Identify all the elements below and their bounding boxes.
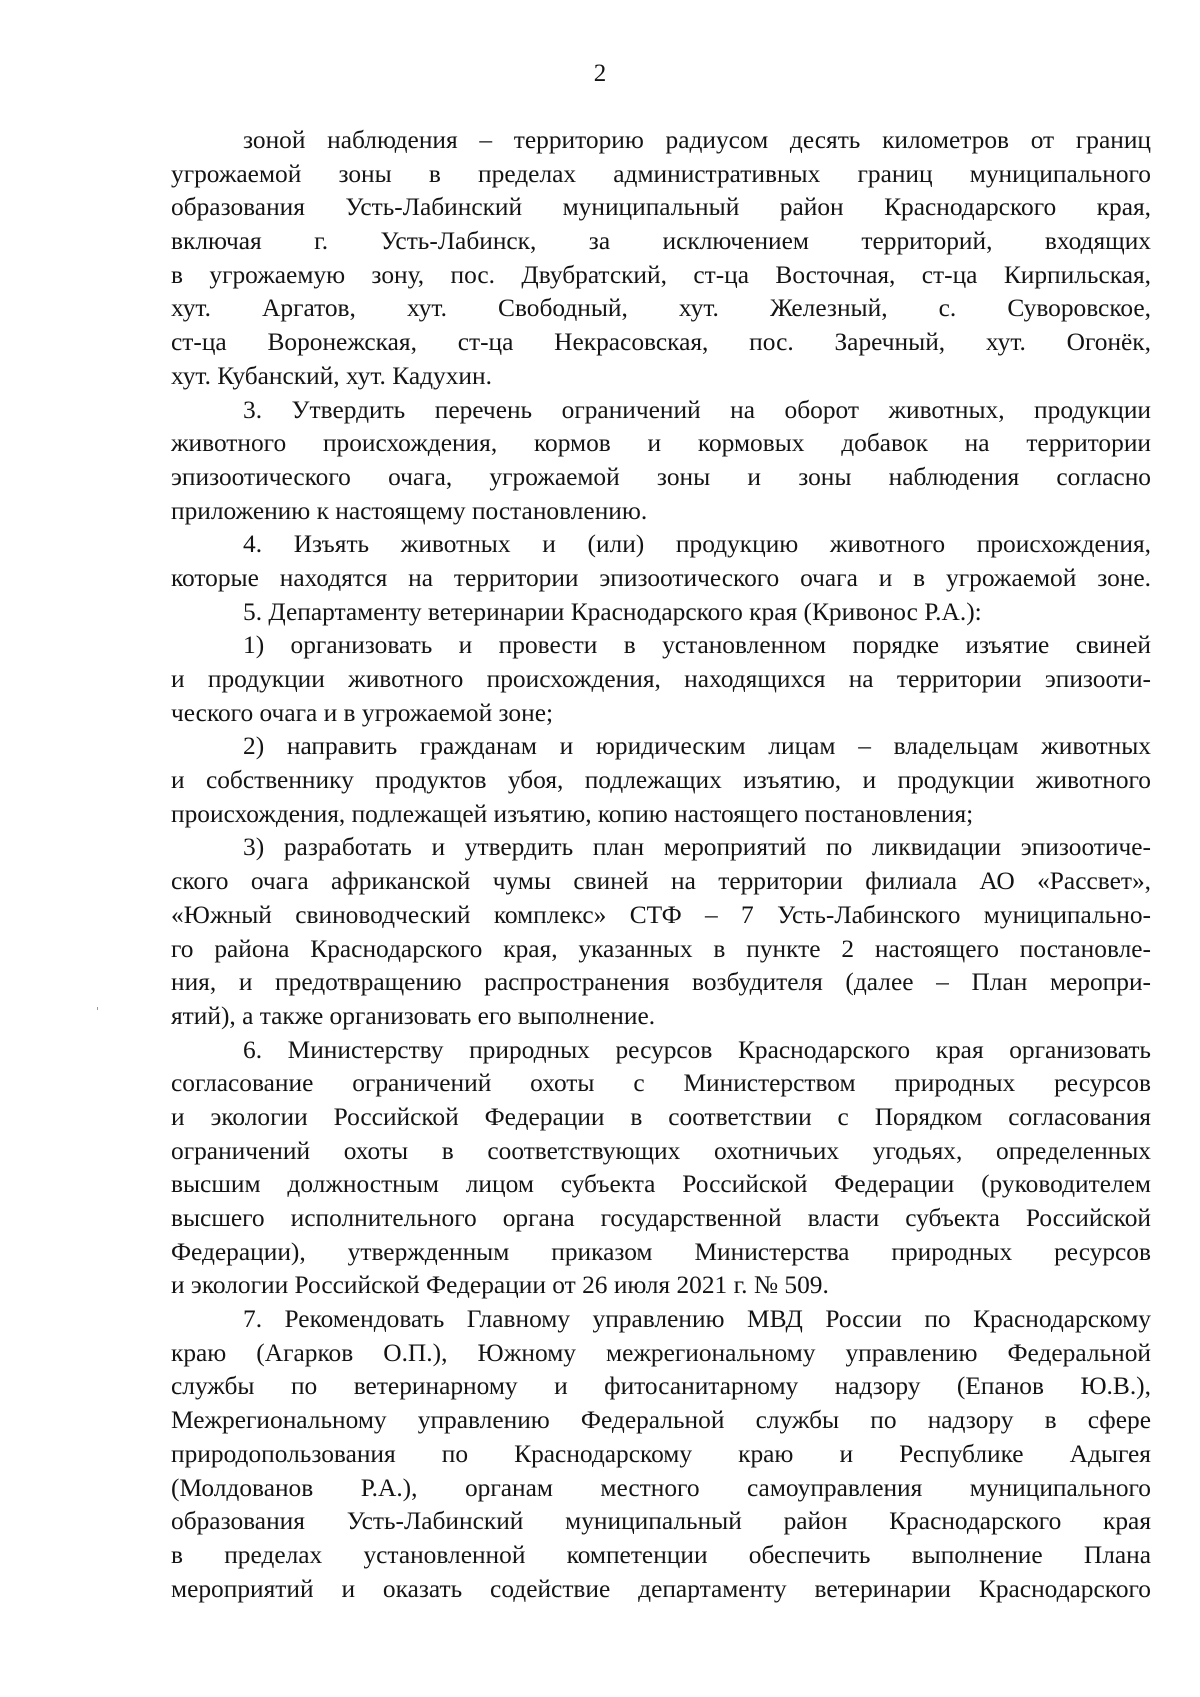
text-line: образования Усть-Лабинский муниципальный район Краснодарского края <box>171 1507 1151 1536</box>
text-line: 3) разработать и утвердить план мероприятий по ликвидации эпизоотиче- <box>243 833 1151 862</box>
text-line: 2) направить гражданам и юридическим лицам – владельцам животных <box>243 732 1151 761</box>
page-number: 2 <box>593 60 607 87</box>
text-line: 4. Изъять животных и (или) продукцию животного происхождения, <box>243 530 1151 559</box>
text-line: в пределах установленной компетенции обеспечить выполнение Плана <box>171 1540 1151 1569</box>
text-line: животного происхождения, кормов и кормовых добавок на территории <box>171 429 1151 458</box>
text-line: ческого очага и в угрожаемой зоне; <box>171 698 554 727</box>
document-body <box>171 124 1151 1606</box>
text-line: образования Усть-Лабинский муниципальный район Краснодарского края, <box>171 193 1151 222</box>
text-line: в угрожаемую зону, пос. Двубратский, ст-ца Восточная, ст-ца Кирпильская, <box>171 260 1151 289</box>
text-line: и экологии Российской Федерации в соответствии с Порядком согласования <box>171 1102 1151 1131</box>
text-line: 1) организовать и провести в установленном порядке изъятие свиней <box>243 631 1151 660</box>
text-line: приложению к настоящему постановлению. <box>171 496 648 525</box>
text-line: природопользования по Краснодарскому краю и Республике Адыгея <box>171 1439 1151 1468</box>
text-line: и экологии Российской Федерации от 26 июля 2021 г. № 509. <box>171 1271 829 1300</box>
text-line: го района Краснодарского края, указанных в пункте 2 настоящего постановле- <box>171 934 1151 963</box>
text-line: Межрегиональному управлению Федеральной службы по надзору в сфере <box>171 1406 1151 1435</box>
text-line: ятий), а также организовать его выполнение. <box>171 1001 656 1030</box>
text-line: краю (Агарков О.П.), Южному межрегиональному управлению Федеральной <box>171 1338 1151 1367</box>
text-line: 6. Министерству природных ресурсов Краснодарского края организовать <box>243 1035 1151 1064</box>
text-line: службы по ветеринарному и фитосанитарному надзору (Епанов Ю.В.), <box>171 1372 1151 1401</box>
text-line: «Южный свиноводческий комплекс» СТФ – 7 Усть-Лабинского муниципально- <box>171 900 1151 929</box>
text-line: (Молдованов Р.А.), органам местного самоуправления муниципального <box>171 1473 1151 1502</box>
text-line: 3. Утвердить перечень ограничений на оборот животных, продукции <box>243 395 1151 424</box>
text-line: зоной наблюдения – территорию радиусом десять километров от границ <box>243 126 1151 154</box>
text-line: 5. Департаменту ветеринарии Краснодарского края (Кривонос Р.А.): <box>243 597 982 626</box>
text-line: и собственнику продуктов убоя, подлежащих изъятию, и продукции животного <box>171 766 1151 795</box>
text-line: хут. Кубанский, хут. Кадухин. <box>171 361 492 390</box>
text-line: ограничений охоты в соответствующих охотничьих угодьях, определенных <box>171 1136 1151 1165</box>
text-line: хут. Аргатов, хут. Свободный, хут. Железный, с. Суворовское, <box>171 294 1151 323</box>
text-line: которые находятся на территории эпизоотического очага и в угрожаемой зоне. <box>171 563 1151 592</box>
text-line: согласование ограничений охоты с Министерством природных ресурсов <box>171 1069 1151 1098</box>
text-line: происхождения, подлежащей изъятию, копию настоящего постановления; <box>171 799 974 828</box>
text-line: Федерации), утвержденным приказом Министерства природных ресурсов <box>171 1237 1151 1266</box>
text-line: высшего исполнительного органа государственной власти субъекта Российской <box>171 1204 1151 1232</box>
text-line: эпизоотического очага, угрожаемой зоны и зоны наблюдения согласно <box>171 462 1151 491</box>
text-line: мероприятий и оказать содействие департаменту ветеринарии Краснодарского <box>171 1574 1151 1603</box>
text-line: 7. Рекомендовать Главному управлению МВД России по Краснодарскому <box>243 1305 1151 1334</box>
text-line: и продукции животного происхождения, находящихся на территории эпизооти- <box>171 665 1151 693</box>
text-line: ния, и предотвращению распространения возбудителя (далее – План меропри- <box>171 968 1151 997</box>
text-line: угрожаемой зоны в пределах административных границ муниципального <box>171 159 1151 188</box>
text-line: ского очага африканской чумы свиней на территории филиала АО «Рассвет», <box>171 867 1151 896</box>
text-line: высшим должностным лицом субъекта Российской Федерации (руководителем <box>171 1170 1151 1199</box>
scan-mark <box>97 1007 98 1010</box>
text-line: включая г. Усть-Лабинск, за исключением территорий, входящих <box>171 227 1151 256</box>
text-line: ст-ца Воронежская, ст-ца Некрасовская, пос. Заречный, хут. Огонёк, <box>171 328 1151 357</box>
